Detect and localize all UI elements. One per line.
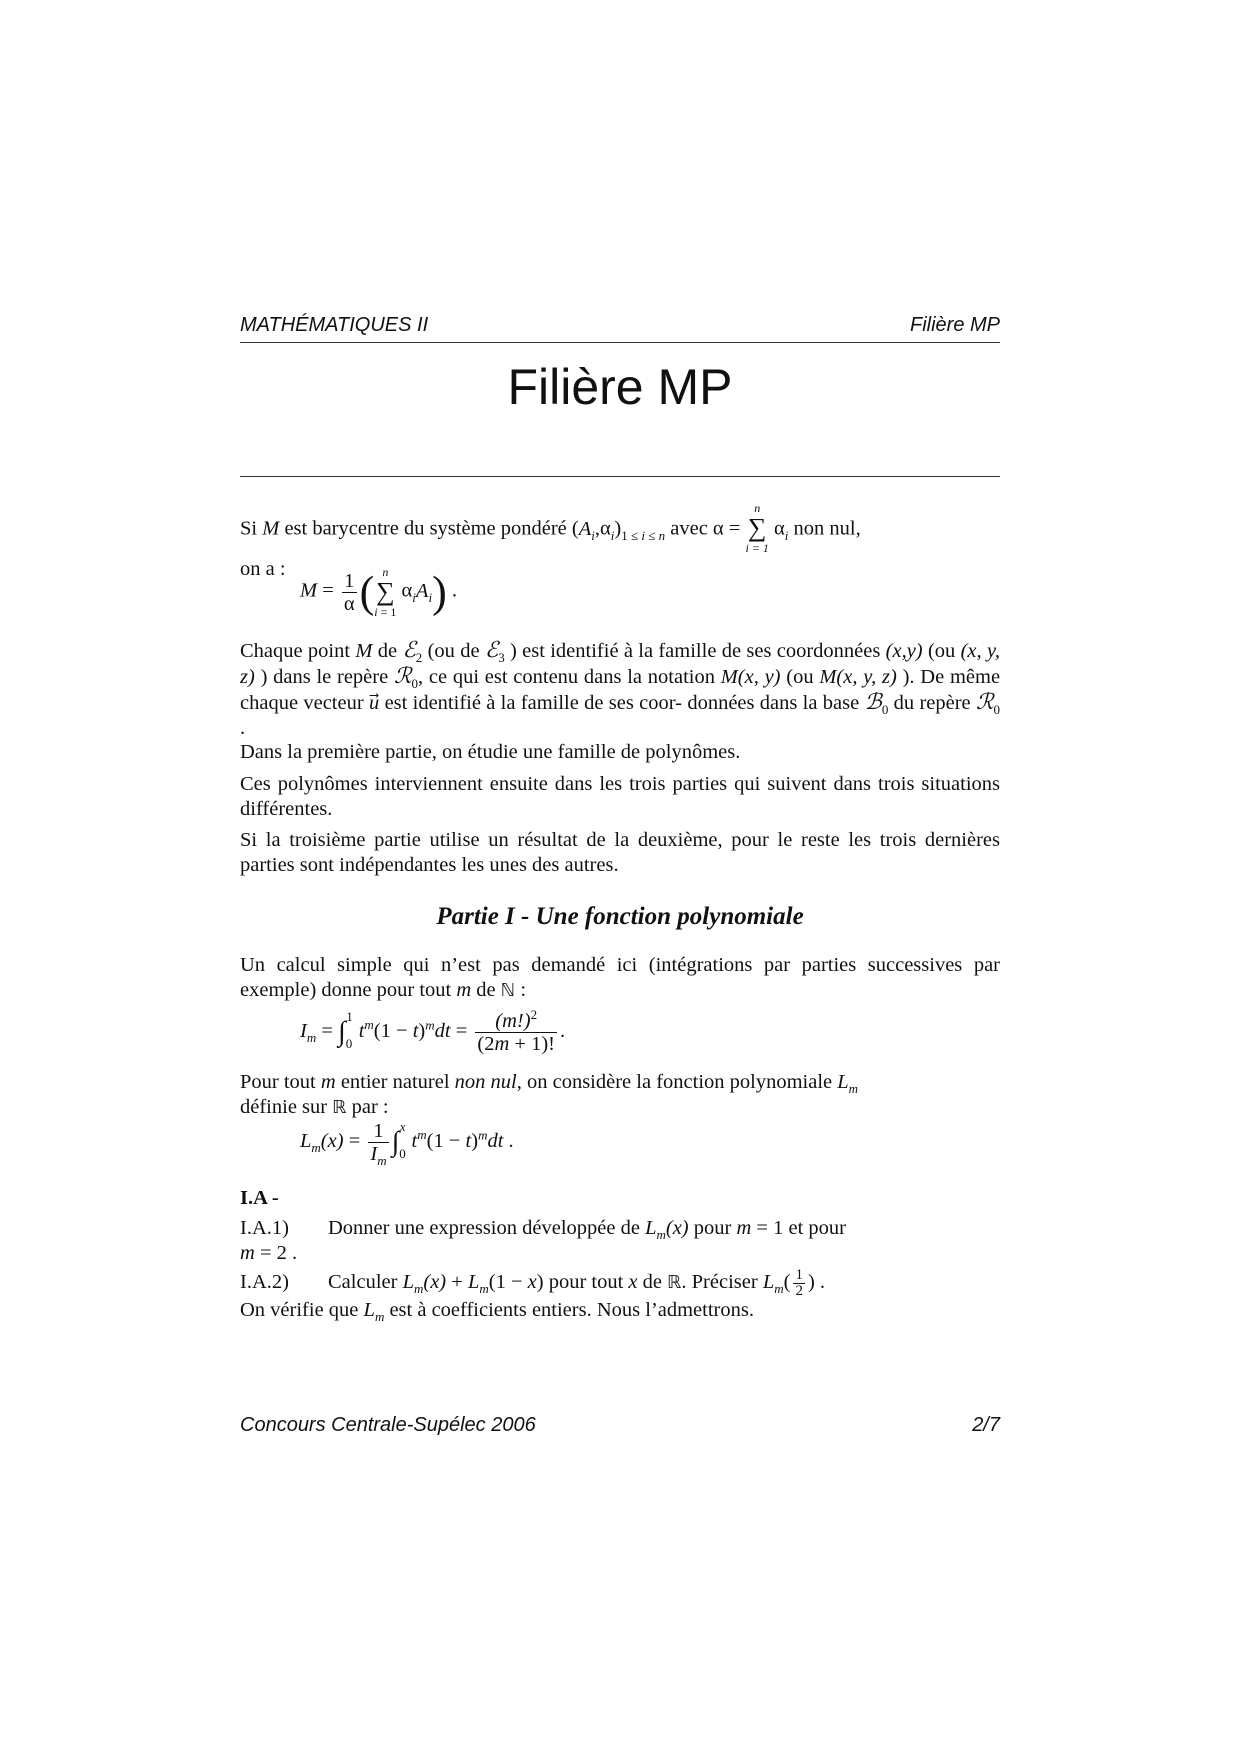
question-group-label: I.A - (240, 1187, 279, 1209)
question-ia2: I.A.2) Calculer $L_m(x) + L_m(1 - x)$ pour tout x de ℝ. Préciser $L_m$( $\frac{1}{2}$ ) . (240, 1267, 826, 1299)
question-ia1: I.A.1) Donner une expression développée de $L_m(x)$ pour m = 1 et pour m = 2 . (240, 1217, 846, 1264)
footer-source: Concours Centrale-Supélec 2006 (240, 1414, 536, 1436)
page-number: 2/7 (972, 1414, 1000, 1436)
section-title: Partie I - Une fonction polynomiale (436, 903, 804, 930)
definition-paragraph: Pour tout m entier naturel non nul, on considère la fonction polynomiale $L_m$ définie sur ℝ par : (240, 1071, 859, 1118)
barycentre-paragraph: Si M est barycentre du système pondéré $(A_i,\alpha_i)_{1 \le i \le n}$ avec α = n ∑ i = 1 $\alpha_i$ non nul, on a : (240, 501, 861, 580)
integral-intro: Un calcul simple qui n’est pas demandé ici (intégrations par parties successives par exemple) donne pour tout m de ℕ : (240, 954, 1000, 1001)
intro-line-1: Dans la première partie, on étudie une famille de polynômes. (240, 741, 741, 763)
header-track: Filière MP (909, 314, 1000, 336)
title-rule (240, 476, 1000, 477)
intro-line-3: Si la troisième partie utilise un résultat de la deuxième, pour le reste les trois dernières parties sont indépendantes les unes des autres. (240, 829, 1000, 876)
barycentre-formula: M = $\frac{1}{\alpha}$ ( n ∑ i = 1 $\alpha_iA_i$) . (300, 565, 457, 619)
integral-formula: $I_m = \int_0^1t^m(1 - t)^mdt$ = $\frac{(m!)^2}{(2m + 1)!}$ . (300, 1007, 566, 1055)
header-rule (240, 342, 1000, 343)
header-subject: MATHÉMATIQUES II (240, 314, 429, 336)
page-title: Filière MP (507, 359, 733, 415)
intro-line-2: Ces polynômes interviennent ensuite dans les trois parties qui suivent dans trois situations différentes. (240, 773, 1000, 820)
verification-note: On vérifie que $L_m$ est à coefficients entiers. Nous l’admettrons. (240, 1299, 754, 1325)
lm-definition-formula: $L_m(x)$ = $\frac{1}{I_m}$ $\int_0^xt^m(1 - t)^mdt$ . (300, 1119, 514, 1169)
coordinates-paragraph: Chaque point M de ℰ$_2$ (ou de ℰ$_3$ ) est identifié à la famille de ses coordonnées (x,y) (ou (x, y, z) ) dans le repère ℛ$_0$, ce qui est contenu dans la notation M(x, y) (ou M(x, y, z) ). De même chaque vecteur u⃗ est identifié à la famille de ses coor- données dans la base ℬ$_0$ du repère ℛ$_0$ . (240, 638, 1001, 739)
sum-symbol: n ∑ i = 1 (745, 501, 769, 555)
